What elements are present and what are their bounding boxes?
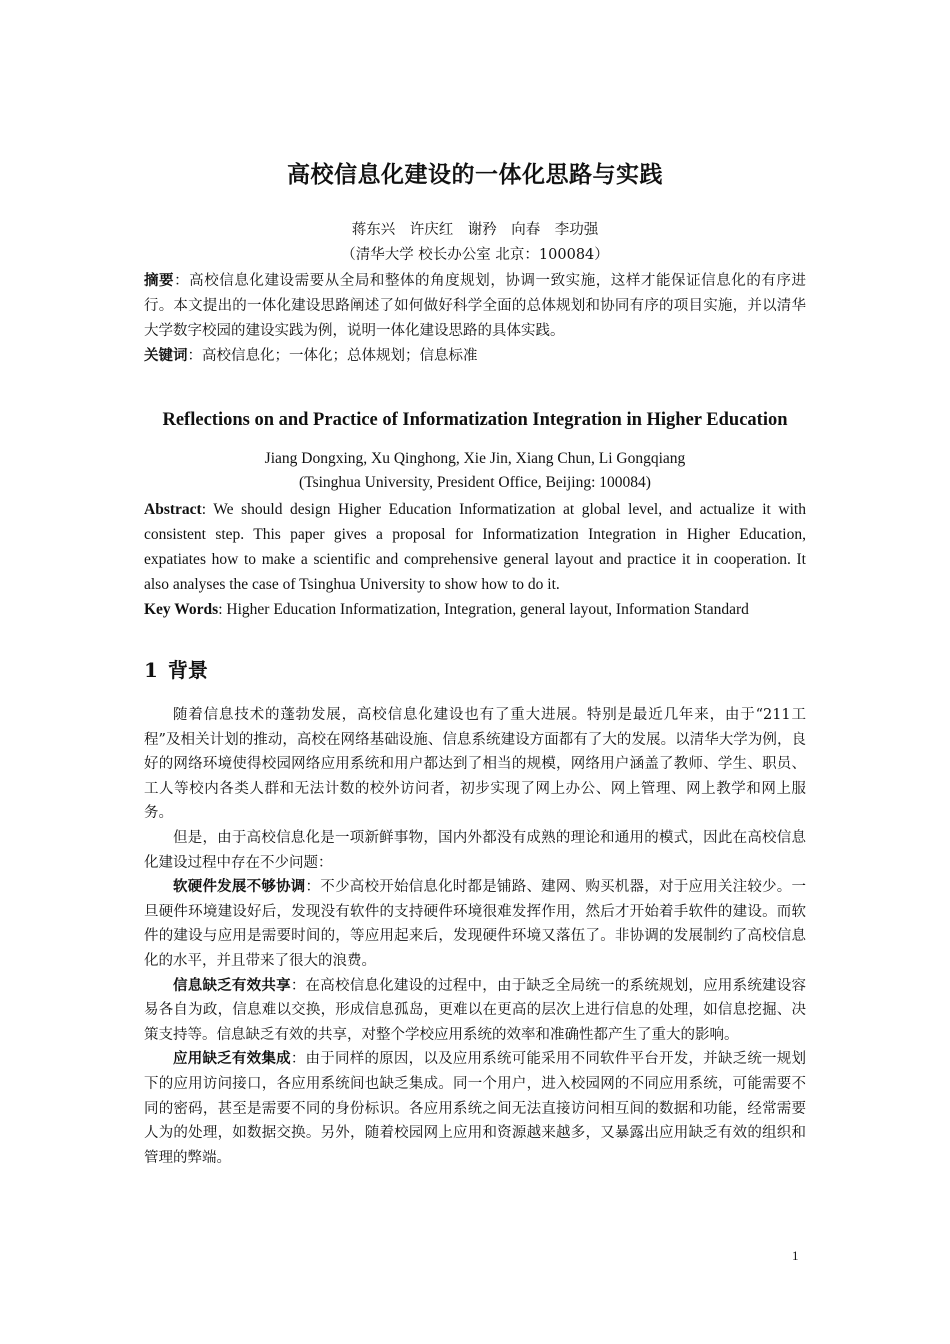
paper-title-en: Reflections on and Practice of Informatization Integration in Higher Education bbox=[162, 410, 788, 430]
paragraph bbox=[144, 974, 806, 1048]
abstract-cn-label: 摘要 bbox=[144, 272, 175, 289]
paragraph-lead: 应用缺乏有效集成 bbox=[173, 1050, 291, 1068]
authors-en: Jiang Dongxing, Xu Qinghong, Xie Jin, Xiang Chun, Li Gongqiang bbox=[264, 450, 686, 467]
keywords-en-text: : Higher Education Informatization, Integration, general layout, Information Standard bbox=[218, 601, 749, 618]
affiliation-en: (Tsinghua University, President Office, Beijing: 100084) bbox=[299, 474, 651, 491]
abstract-cn bbox=[144, 268, 806, 344]
paragraph-lead: 信息缺乏有效共享 bbox=[173, 976, 291, 994]
keywords-en-label: Key Words bbox=[144, 601, 219, 618]
abstract-en-text: : We should design Higher Education Informatization at global level, and actualize it with consistent step. This paper gives a proposal for Informatization Integration in Higher Education, expatiates how to make a scientific and comprehensive general layout and practice it in cooperation. It also analyses the case of Tsinghua University to show how to do it. bbox=[144, 501, 806, 593]
paragraph bbox=[144, 875, 806, 973]
keywords-en bbox=[144, 597, 806, 622]
paragraph bbox=[144, 1047, 806, 1170]
page-number: 1 bbox=[792, 1248, 799, 1263]
abstract-en-label: Abstract bbox=[144, 501, 202, 518]
section-number: 1 bbox=[144, 658, 158, 682]
keywords-cn bbox=[144, 343, 806, 369]
paragraph-text: ：由于同样的原因，以及应用系统可能采用不同软件平台开发，并缺乏统一规划下的应用访问接口，各应用系统间也缺乏集成。同一个用户，进入校园网的不同应用系统，可能需要不同的密码，甚至是需要不同的身份标识。各应用系统之间无法直接访问相互间的数据和功能，经常需要人为的处理，如数据交换。另外，随着校园网上应用和资源越来越多，又暴露出应用缺乏有效的组织和管理的弊端。 bbox=[144, 1051, 806, 1166]
section-heading bbox=[144, 654, 806, 683]
paper-title-cn: 高校信息化建设的一体化思路与实践 bbox=[287, 161, 663, 188]
paragraph-text: 随着信息技术的蓬勃发展，高校信息化建设也有了重大进展。特别是最近几年来，由于“211工程”及相关计划的推动，高校在网络基础设施、信息系统建设方面都有了大的发展。以清华大学为例，良好的网络环境使得校园网络应用系统和用户都达到了相当的规模，网络用户涵盖了教师、学生、职员、工人等校内各类人群和无法计数的校外访问者，初步实现了网上办公、网上管理、网上教学和网上服务。 bbox=[144, 707, 806, 822]
abstract-cn-text: ：高校信息化建设需要从全局和整体的角度规划，协调一致实施，这样才能保证信息化的有序进行。本文提出的一体化建设思路阐述了如何做好科学全面的总体规划和协同有序的项目实施，并以清华大学数字校园的建设实践为例，说明一体化建设思路的具体实践。 bbox=[144, 273, 807, 339]
paragraph bbox=[144, 826, 806, 875]
affiliation-cn: （清华大学 校长办公室 北京：100084） bbox=[341, 247, 609, 263]
keywords-cn-text: ：高校信息化；一体化；总体规划；信息标准 bbox=[187, 348, 478, 364]
section-body bbox=[144, 703, 806, 1170]
keywords-cn-label: 关键词 bbox=[144, 347, 188, 364]
paragraph-text: 但是，由于高校信息化是一项新鲜事物，国内外都没有成熟的理论和通用的模式，因此在高校信息化建设过程中存在不少问题： bbox=[144, 829, 806, 871]
paragraph bbox=[144, 703, 806, 826]
authors-cn: 蒋东兴 许庆红 谢矜 向春 李功强 bbox=[351, 222, 599, 238]
paragraph-text: ：在高校信息化建设的过程中，由于缺乏全局统一的系统规划，应用系统建设容易各自为政，信息难以交换，形成信息孤岛，更难以在更高的层次上进行信息的处理，如信息挖掘、决策支持等。信息缺乏有效的共享，对整个学校应用系统的效率和准确性都产生了重大的影响。 bbox=[144, 977, 806, 1043]
paragraph-text: ：不少高校开始信息化时都是铺路、建网、购买机器，对于应用关注较少。一旦硬件环境建设好后，发现没有软件的支持硬件环境很难发挥作用，然后才开始着手软件的建设。而软件的建设与应用是需要时间的，等应用起来后，发现硬件环境又落伍了。非协调的发展制约了高校信息化的水平，并且带来了很大的浪费。 bbox=[144, 879, 807, 969]
paragraph-lead: 软硬件发展不够协调 bbox=[173, 878, 306, 896]
abstract-en bbox=[144, 497, 806, 597]
section-title: 背景 bbox=[167, 658, 208, 682]
